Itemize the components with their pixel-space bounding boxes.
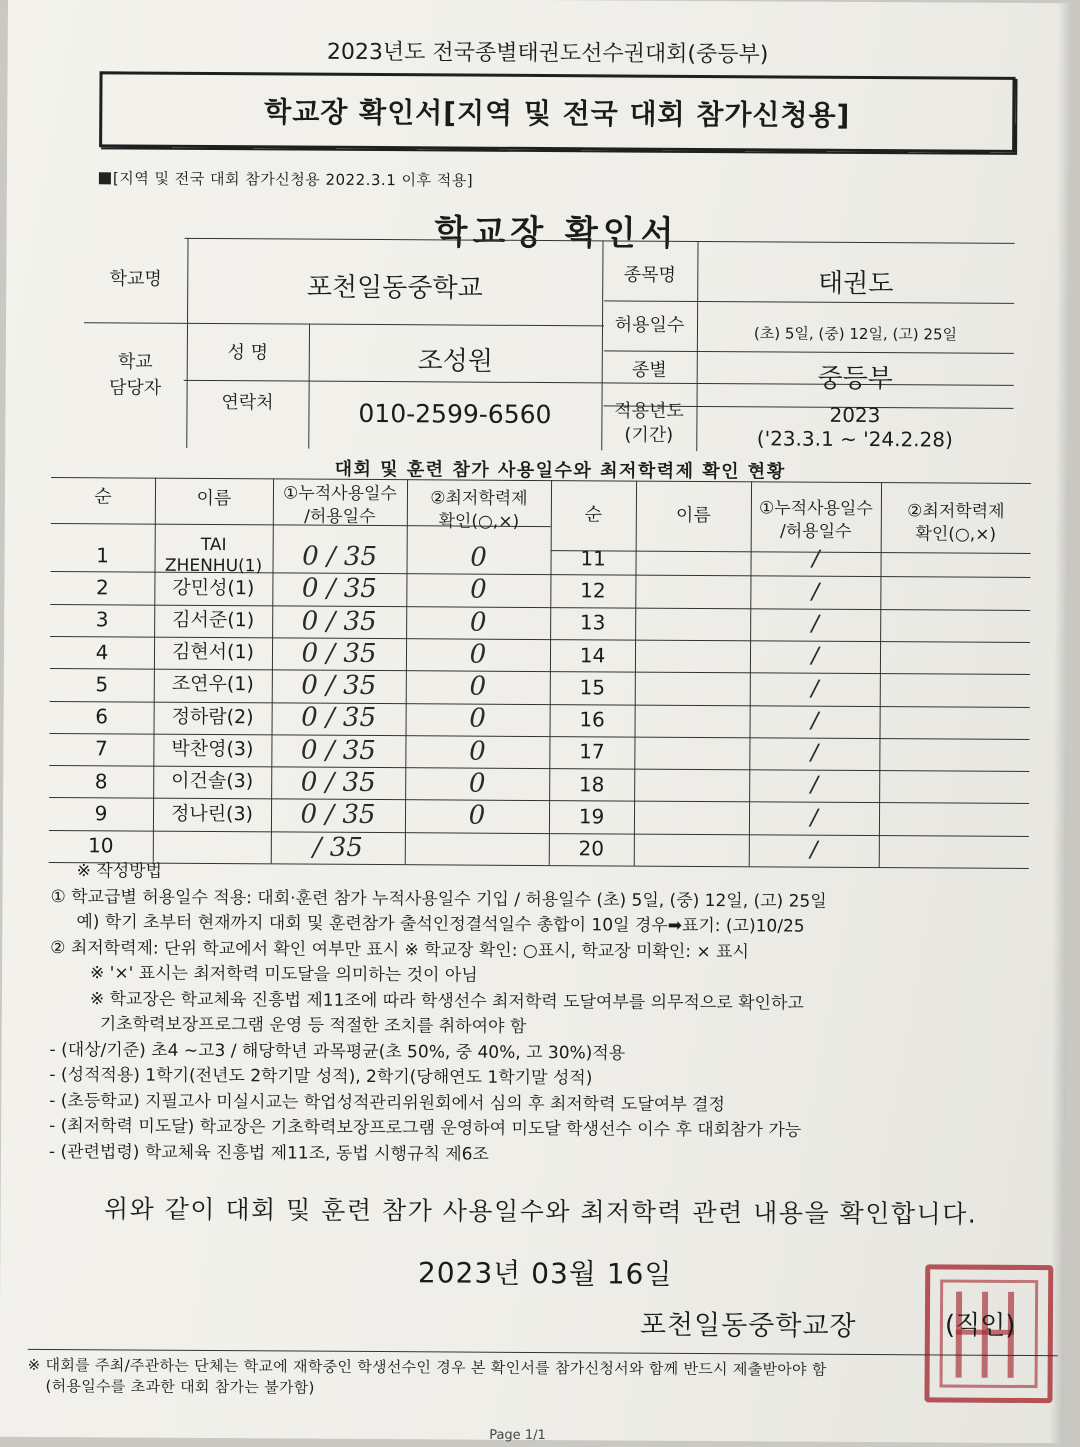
left-row-no: 9 [94,801,108,826]
instruction-line: - (최저학력 미도달) 학교장은 기초학력보장프로그램 운영하여 미도달 학생선수 이수 후 대회참가 가능 [49,1116,802,1141]
right-row-name [635,575,750,608]
right-row-check [879,835,1029,868]
instruction-line: ① 학교급별 허용일수 적용: 대회·훈련 참가 누적사용일수 기입 / 허용일수 (초) 5일, (중) 12일, (고) 25일 [50,886,827,912]
right-row-check [880,673,1030,706]
right-row-no: 15 [579,675,606,700]
principal-signature-line: 포천일동중학교장 [639,1309,857,1342]
instruction-line: - (관련법령) 학교체육 진흥법 제11조, 동법 시행규칙 제6조 [48,1141,489,1165]
left-row-name: 조연우(1) [171,673,254,696]
school-name-value: 포천일동중학교 [306,272,483,304]
right-row-days: / [811,676,819,702]
instruction-line: ※ 학교장은 학교체육 진흥법 제11조에 따라 학생선수 최저학력 도달여부를 의무적으로 확인하고 [89,988,804,1014]
right-row-days: / [810,740,819,766]
instruction-line: ※ '×' 표시는 최저학력 미도달을 의미하는 것이 아님 [89,963,478,986]
left-row-no: 3 [95,607,109,632]
header-name: 이름 [675,504,711,526]
form-title: 학교장 확인서[지역 및 전국 대회 참가신청용] [264,95,851,132]
left-row-check: 0 [469,703,486,735]
right-row-no: 18 [578,771,605,797]
info-table [83,237,1014,453]
right-row-no: 14 [579,642,606,667]
right-row-no: 17 [579,739,605,764]
left-row-days: 0 / 35 [301,573,377,605]
header-days: ①누적사용일수 /허용일수 [758,498,873,542]
instruction-line: - (성적적용) 1학기(전년도 2학기말 성적), 2학기(당해연도 1학기말 성적) [49,1065,593,1089]
right-row-no: 16 [579,707,605,732]
header-check: ②최저학력제 확인(○,×) [430,488,528,532]
right-row-no: 12 [580,578,606,603]
left-row-name: 이건솔(3) [171,770,254,793]
main-title: 학교장 확인서 [434,212,679,254]
seal-mark-text: (직인) [944,1310,1016,1341]
instruction-line: ※ 작성방법 [76,861,163,882]
right-row-check [880,609,1030,642]
left-row-check [405,832,549,865]
left-row-days: 0 / 35 [301,638,377,669]
header-no: 순 [94,486,112,508]
left-row-name: 강민성(1) [172,576,255,599]
left-row-no: 10 [88,833,114,858]
writing-instructions [49,859,1041,1171]
right-row-no: 13 [579,610,606,635]
sport-label: 종목명 [623,264,676,286]
school-name-label: 학교명 [109,268,162,290]
right-row-check [880,576,1030,609]
right-row-days: / [811,643,819,669]
header-days: ①누적사용일수 /허용일수 [283,483,397,528]
right-row-name [635,704,750,737]
left-row-check: 0 [468,768,486,799]
right-row-no: 11 [580,545,606,571]
right-row-days: / [811,547,820,573]
left-row-no: 1 [96,542,110,568]
page-number: Page 1/1 [489,1427,546,1444]
left-row-name [153,830,271,863]
instruction-line: - (대상/기준) 초4 ~고3 / 해당학년 과목평균(초 50%, 중 40%, 고 30%)적용 [49,1039,626,1064]
left-row-days: 0 / 35 [302,541,378,572]
apply-year-value: 2023 ('23.3.1 ~ '24.2.28) [756,402,953,452]
left-row-check: 0 [469,639,487,670]
right-row-days: / [811,611,819,637]
instruction-line: 기초학력보장프로그램 운영 등 적절한 조치를 취하여야 함 [99,1014,527,1037]
right-row-name [635,672,750,705]
left-row-name: 정나린(3) [170,802,254,825]
footer-note: ※ 대회를 주최/주관하는 단체는 학교에 재학중인 학생선수인 경우 본 확인서를 참가신청서와 함께 반드시 제출받아야 함 (허용일수를 초과한 대회 참가는 불가함) [27,1355,827,1397]
left-row-no: 7 [94,736,108,761]
right-row-check [879,802,1029,835]
left-row-name: 박찬영(3) [171,737,254,761]
right-row-check [879,738,1029,771]
phone-value: 010-2599-6560 [358,399,552,430]
left-row-no: 8 [94,769,108,794]
right-row-check [880,544,1030,577]
left-row-no: 4 [95,639,109,664]
right-row-name [634,736,749,769]
instruction-line: 예) 학기 초부터 현재까지 대회 및 훈련참가 출석인정결석일수 총합이 10일 경우➡표기: (고)10/25 [76,912,805,937]
left-row-name: TAI ZHENHU(1) [164,534,263,577]
participation-table [49,477,1031,868]
school-contact-label: 학교 담당자 [108,350,162,399]
right-row-name [634,833,749,866]
division-value: 중등부 [817,363,893,395]
left-row-check: 0 [469,736,486,767]
right-row-days: / [810,805,818,831]
right-row-no: 20 [578,836,605,861]
left-row-check: 0 [469,607,487,638]
left-row-days: 0 / 35 [300,767,376,799]
table-title: 대회 및 훈련 참가 사용일수와 최저학력제 확인 현황 [334,458,786,483]
apply-year-label: 적용년도 (기간) [614,399,684,446]
left-row-name: 정하람(2) [171,705,254,729]
left-row-check: 0 [468,800,486,831]
right-row-days: / [810,837,818,863]
person-name-value: 조성원 [417,346,494,377]
right-row-name [635,639,750,672]
header-name: 이름 [196,487,232,509]
division-label: 종별 [631,359,667,381]
left-row-check: 0 [470,542,487,573]
sport-value: 태권도 [817,268,894,300]
instruction-line: ② 최저학력제: 단위 학교에서 확인 여부만 표시 ※ 학교장 확인: ○표시, 학교장 미확인: × 표시 [50,937,749,962]
right-row-check [879,770,1029,803]
right-row-name [635,543,750,576]
square-bullet-icon [99,172,111,184]
left-row-no: 5 [95,672,109,697]
left-row-days: 0 / 35 [300,735,376,766]
right-row-days: / [811,579,820,605]
right-row-name [634,769,749,802]
right-row-check [879,706,1029,739]
right-row-days: / [810,708,819,734]
form-subnote: [지역 및 전국 대회 참가신청용 2022.3.1 이후 적용] [99,167,473,190]
allowed-days-label: 허용일수 [614,314,685,336]
person-name-label: 성 명 [227,341,269,364]
event-title: 2023년도 전국종별태권도선수권대회(중등부) [326,39,769,68]
instruction-line: - (초등학교) 지필고사 미실시교는 학업성적관리위원회에서 심의 후 최저학력 도달여부 결정 [49,1090,725,1115]
right-row-no: 19 [578,804,605,829]
document-date: 2023년 03월 16일 [417,1256,673,1291]
confirmation-statement: 위와 같이 대회 및 훈련 참가 사용일수와 최저학력 관련 내용을 확인합니다. [103,1194,978,1229]
left-row-days: 0 / 35 [301,606,377,637]
right-row-check [880,641,1030,674]
left-row-no: 6 [95,704,109,729]
left-row-name: 김서준(1) [172,608,255,632]
left-row-days: 0 / 35 [300,799,376,831]
header-check: ②최저학력제 확인(○,×) [907,501,1005,545]
form-title-box [99,71,1015,153]
left-row-check: 0 [469,671,487,702]
phone-label: 연락처 [221,391,274,414]
allowed-days-value: (초) 5일, (중) 12일, (고) 25일 [753,323,958,344]
left-row-no: 2 [95,575,109,600]
right-row-name [634,801,749,834]
left-row-days: / 35 [312,832,363,863]
left-row-days: 0 / 35 [301,702,377,734]
left-row-name: 김현서(1) [171,640,255,664]
header-no: 순 [584,504,603,526]
left-row-days: 0 / 35 [301,670,377,702]
left-row-check: 0 [470,574,487,605]
right-row-name [635,607,750,640]
right-row-days: / [810,773,818,799]
